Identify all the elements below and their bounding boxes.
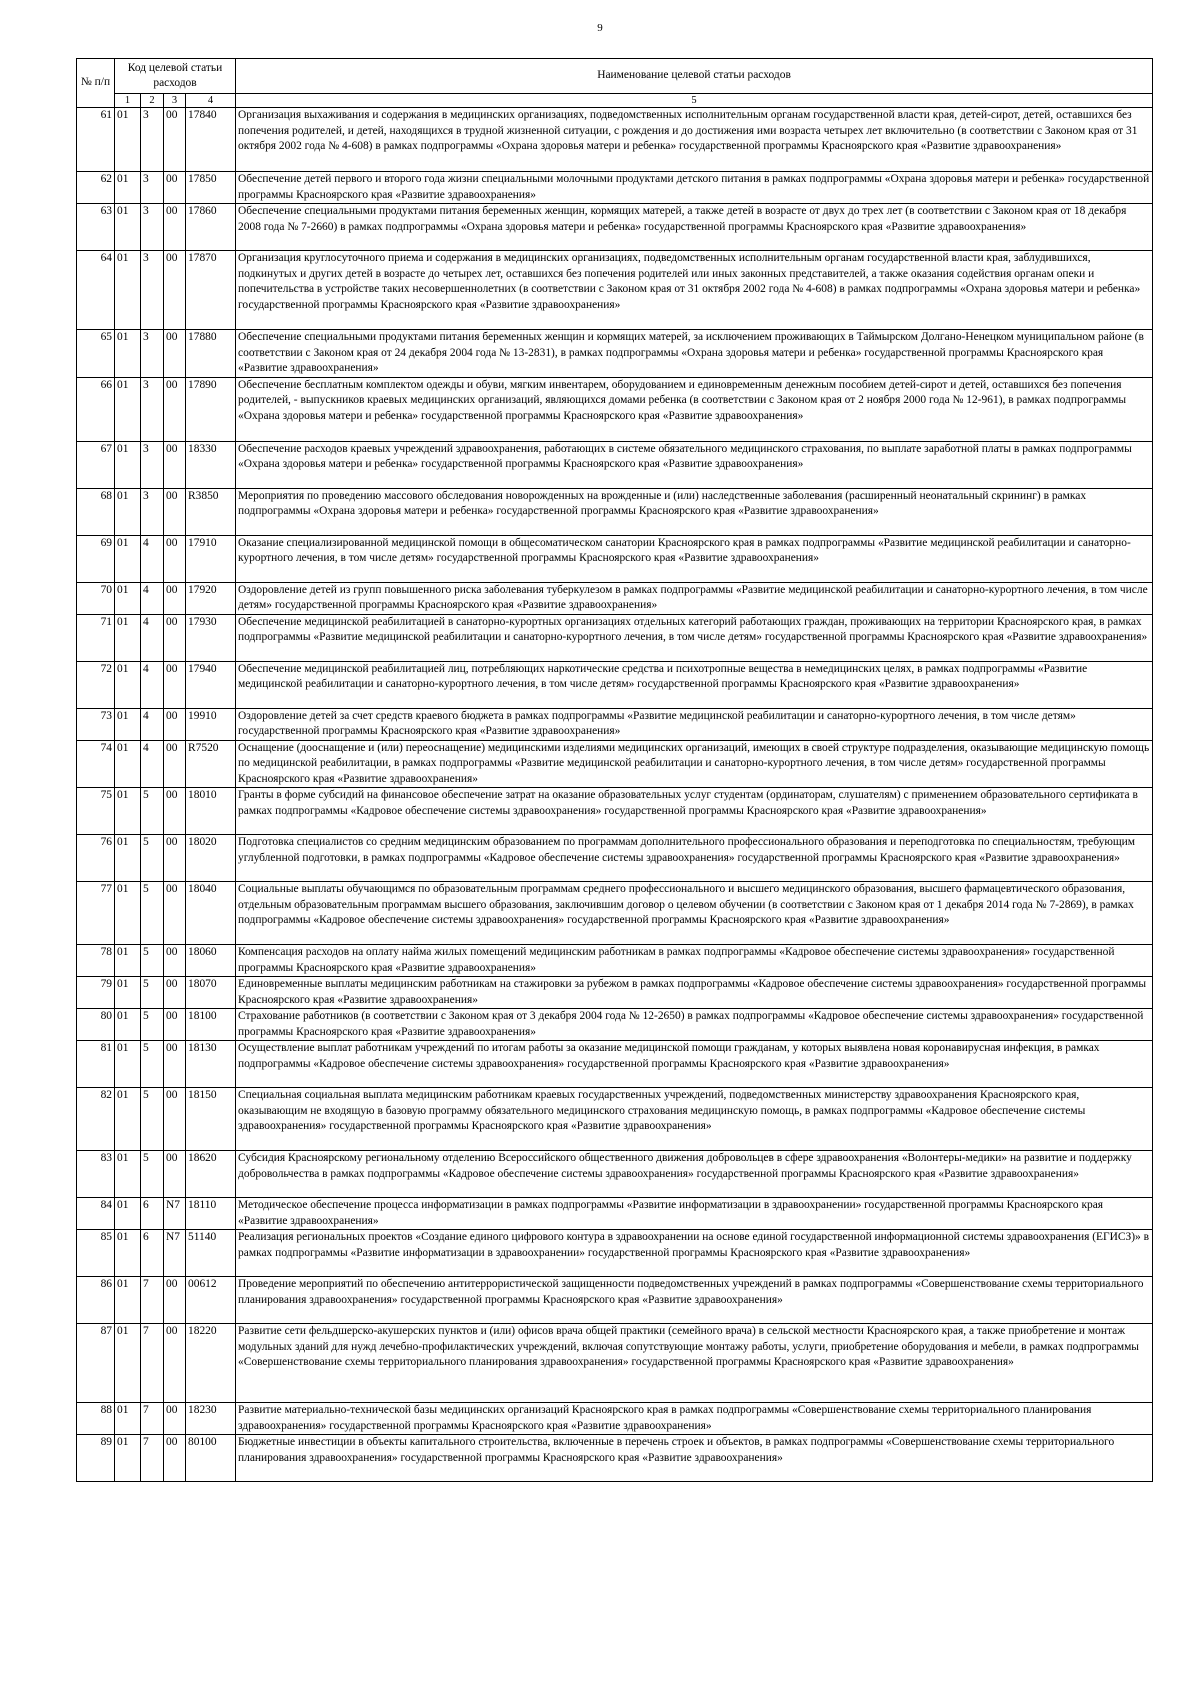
row-number: 67 xyxy=(77,441,115,488)
code-part-1: 01 xyxy=(115,835,141,882)
code-part-2: 4 xyxy=(141,535,164,582)
code-part-1: 01 xyxy=(115,1277,141,1324)
table-row xyxy=(77,1324,1153,1403)
code-part-4: 18330 xyxy=(186,441,236,488)
code-part-4: 18060 xyxy=(186,945,236,977)
code-part-2: 7 xyxy=(141,1324,164,1403)
code-part-1: 01 xyxy=(115,1435,141,1482)
header-name: Наименование целевой статьи расходов xyxy=(236,59,1153,94)
table-row xyxy=(77,1403,1153,1435)
code-part-2: 3 xyxy=(141,377,164,441)
code-part-1: 01 xyxy=(115,204,141,251)
code-part-2: 5 xyxy=(141,835,164,882)
code-part-3: 00 xyxy=(164,108,186,172)
code-part-4: 18010 xyxy=(186,788,236,835)
code-part-1: 01 xyxy=(115,882,141,945)
code-part-2: 3 xyxy=(141,330,164,378)
code-part-4: 17940 xyxy=(186,661,236,708)
expense-item-name: Обеспечение специальными продуктами питания беременных женщин и кормящих матерей, за исключением проживающих в Таймырском Долгано-Ненецком муниципальном районе (в соответствии с Законом края от 24 декабря 2004 года № 13-2831), в рамках подпрограммы «Охрана здоровья матери и ребенка» государственной программы Красноярского края «Развитие здравоохранения» xyxy=(236,330,1153,378)
code-part-4: 17880 xyxy=(186,330,236,378)
table-row xyxy=(77,977,1153,1009)
row-number: 63 xyxy=(77,204,115,251)
table-row xyxy=(77,441,1153,488)
expense-item-name: Обеспечение медицинской реабилитацией лиц, потребляющих наркотические средства и психотропные вещества в немедицинских целях, в рамках подпрограммы «Развитие медицинской реабилитации и санаторно-курортного лечения, в том числе детям» государственной программы Красноярского края «Развитие здравоохранения» xyxy=(236,661,1153,708)
row-number: 75 xyxy=(77,788,115,835)
code-part-3: N7 xyxy=(164,1230,186,1277)
code-part-3: 00 xyxy=(164,535,186,582)
table-row xyxy=(77,108,1153,172)
code-part-2: 5 xyxy=(141,1009,164,1041)
expense-item-name: Гранты в форме субсидий на финансовое обеспечение затрат на оказание образовательных услуг студентам (ординаторам, слушателям) с применением образовательного сертификата в рамках подпрограммы «Кадровое обеспечение системы здравоохранения» государственной программы Красноярского края «Развитие здравоохранения» xyxy=(236,788,1153,835)
expense-item-name: Страхование работников (в соответствии с Законом края от 3 декабря 2004 года № 12-2650) в рамках подпрограммы «Кадровое обеспечение системы здравоохранения» государственной программы Красноярского края «Развитие здравоохранения» xyxy=(236,1009,1153,1041)
code-part-3: 00 xyxy=(164,1277,186,1324)
code-part-3: 00 xyxy=(164,788,186,835)
expense-item-name: Оказание специализированной медицинской помощи в общесоматическом санатории Красноярского края в рамках подпрограммы «Развитие медицинской реабилитации и санаторно-курортного лечения, в том числе детям» государственной программы Красноярского края «Развитие здравоохранения» xyxy=(236,535,1153,582)
row-number: 61 xyxy=(77,108,115,172)
expense-item-name: Обеспечение медицинской реабилитацией в санаторно-курортных организациях отдельных категорий работающих граждан, проживающих на территории Красноярского края, в рамках подпрограммы «Развитие медицинской реабилитации и санаторно-курортного лечения, в том числе детям» государственной программы Красноярского края «Развитие здравоохранения» xyxy=(236,614,1153,661)
table-row xyxy=(77,1151,1153,1198)
code-part-3: 00 xyxy=(164,377,186,441)
code-part-4: 18150 xyxy=(186,1088,236,1151)
code-part-4: 18100 xyxy=(186,1009,236,1041)
row-number: 84 xyxy=(77,1198,115,1230)
table-row xyxy=(77,740,1153,788)
code-part-1: 01 xyxy=(115,488,141,535)
code-part-1: 01 xyxy=(115,535,141,582)
table-row xyxy=(77,1277,1153,1324)
row-number: 72 xyxy=(77,661,115,708)
code-part-2: 5 xyxy=(141,788,164,835)
code-part-4: 00612 xyxy=(186,1277,236,1324)
code-part-4: 18020 xyxy=(186,835,236,882)
expense-item-name: Единовременные выплаты медицинским работникам на стажировки за рубежом в рамках подпрограммы «Кадровое обеспечение системы здравоохранения» государственной программы Красноярского края «Развитие здравоохранения» xyxy=(236,977,1153,1009)
row-number: 88 xyxy=(77,1403,115,1435)
code-part-2: 4 xyxy=(141,582,164,614)
code-part-1: 01 xyxy=(115,788,141,835)
code-part-2: 6 xyxy=(141,1230,164,1277)
code-part-2: 4 xyxy=(141,740,164,788)
table-row xyxy=(77,172,1153,204)
code-part-3: 00 xyxy=(164,945,186,977)
code-part-1: 01 xyxy=(115,740,141,788)
code-part-2: 3 xyxy=(141,108,164,172)
code-part-4: 18040 xyxy=(186,882,236,945)
expense-item-name: Оздоровление детей из групп повышенного риска заболевания туберкулезом в рамках подпрограммы «Развитие медицинской реабилитации и санаторно-курортного лечения, в том числе детям» государственной программы Красноярского края «Развитие здравоохранения» xyxy=(236,582,1153,614)
row-number: 76 xyxy=(77,835,115,882)
row-number: 64 xyxy=(77,251,115,330)
row-number: 69 xyxy=(77,535,115,582)
code-part-4: 18070 xyxy=(186,977,236,1009)
subheader-1: 1 xyxy=(115,94,141,108)
code-part-1: 01 xyxy=(115,108,141,172)
code-part-1: 01 xyxy=(115,1151,141,1198)
row-number: 68 xyxy=(77,488,115,535)
expense-item-name: Обеспечение бесплатным комплектом одежды и обуви, мягким инвентарем, оборудованием и единовременным денежным пособием детей-сирот и детей, оставшихся без попечения родителей, - выпускников краевых медицинских организаций, являющихся домами ребенка (в соответствии с Законом края от 2 ноября 2000 года № 12-961), в рамках подпрограммы «Охрана здоровья матери и ребенка» государственной программы Красноярского края «Развитие здравоохранения» xyxy=(236,377,1153,441)
expense-item-name: Подготовка специалистов со средним медицинским образованием по программам дополнительного профессионального образования и переподготовка по специальностям, требующим углубленной подготовки, в рамках подпрограммы «Кадровое обеспечение системы здравоохранения» государственной программы Красноярского края «Развитие здравоохранения» xyxy=(236,835,1153,882)
code-part-3: 00 xyxy=(164,977,186,1009)
code-part-2: 3 xyxy=(141,441,164,488)
expense-item-name: Оздоровление детей за счет средств краевого бюджета в рамках подпрограммы «Развитие медицинской реабилитации и санаторно-курортного лечения, в том числе детям» государственной программы Красноярского края «Развитие здравоохранения» xyxy=(236,708,1153,740)
subheader-3: 3 xyxy=(164,94,186,108)
row-number: 86 xyxy=(77,1277,115,1324)
budget-table xyxy=(76,58,1153,1482)
code-part-3: 00 xyxy=(164,488,186,535)
table-row xyxy=(77,1435,1153,1482)
code-part-3: 00 xyxy=(164,1435,186,1482)
code-part-2: 4 xyxy=(141,708,164,740)
table-row xyxy=(77,1009,1153,1041)
code-part-3: 00 xyxy=(164,1041,186,1088)
table-row xyxy=(77,614,1153,661)
code-part-3: 00 xyxy=(164,582,186,614)
code-part-1: 01 xyxy=(115,708,141,740)
code-part-1: 01 xyxy=(115,251,141,330)
code-part-2: 3 xyxy=(141,204,164,251)
row-number: 87 xyxy=(77,1324,115,1403)
expense-item-name: Развитие сети фельдшерско-акушерских пунктов и (или) офисов врача общей практики (семейного врача) в сельской местности Красноярского края, а также приобретение и монтаж модульных зданий для нужд лечебно-профилактических учреждений, включая сопутствующие монтажу работы, услуги, приобретение оборудования и мебели, в рамках подпрограммы «Совершенствование схемы территориального планирования здравоохранения» государственной программы Красноярского края «Развитие здравоохранения» xyxy=(236,1324,1153,1403)
code-part-3: 00 xyxy=(164,441,186,488)
code-part-1: 01 xyxy=(115,977,141,1009)
code-part-2: 4 xyxy=(141,614,164,661)
code-part-3: 00 xyxy=(164,1009,186,1041)
row-number: 65 xyxy=(77,330,115,378)
code-part-3: 00 xyxy=(164,614,186,661)
code-part-3: 00 xyxy=(164,204,186,251)
expense-item-name: Организация выхаживания и содержания в медицинских организациях, подведомственных исполнительным органам государственной власти края, детей-сирот, детей, оставшихся без попечения родителей, и детей, находящихся в трудной жизненной ситуации, с рождения и до достижения ими возраста четырех лет включительно (в соответствии с Законом края от 31 октября 2002 года № 4-608) в рамках подпрограммы «Охрана здоровья матери и ребенка» государственной программы Красноярского края «Развитие здравоохранения» xyxy=(236,108,1153,172)
table-row xyxy=(77,582,1153,614)
expense-item-name: Бюджетные инвестиции в объекты капитального строительства, включенные в перечень строек и объектов, в рамках подпрограммы «Совершенствование схемы территориального планирования здравоохранения» государственной программы Красноярского края «Развитие здравоохранения» xyxy=(236,1435,1153,1482)
row-number: 62 xyxy=(77,172,115,204)
code-part-1: 01 xyxy=(115,661,141,708)
expense-item-name: Обеспечение расходов краевых учреждений здравоохранения, работающих в системе обязательного медицинского страхования, по выплате заработной платы в рамках подпрограммы «Охрана здоровья матери и ребенка» государственной программы Красноярского края «Развитие здравоохранения» xyxy=(236,441,1153,488)
code-part-1: 01 xyxy=(115,582,141,614)
table-row xyxy=(77,708,1153,740)
code-part-2: 5 xyxy=(141,1088,164,1151)
expense-item-name: Субсидия Красноярскому региональному отделению Всероссийского общественного движения добровольцев в сфере здравоохранения «Волонтеры-медики» на развитие и поддержку добровольчества в рамках подпрограммы «Кадровое обеспечение системы здравоохранения» государственной программы Красноярского края «Развитие здравоохранения» xyxy=(236,1151,1153,1198)
code-part-3: 00 xyxy=(164,708,186,740)
code-part-3: 00 xyxy=(164,661,186,708)
expense-item-name: Специальная социальная выплата медицинским работникам краевых государственных учреждений, подведомственных министерству здравоохранения Красноярского края, оказывающим не входящую в базовую программу обязательного медицинского страхования медицинскую помощь, в рамках подпрограммы «Кадровое обеспечение системы здравоохранения» государственной программы Красноярского края «Развитие здравоохранения» xyxy=(236,1088,1153,1151)
code-part-2: 3 xyxy=(141,172,164,204)
table-row xyxy=(77,204,1153,251)
row-number: 77 xyxy=(77,882,115,945)
row-number: 74 xyxy=(77,740,115,788)
code-part-4: 18220 xyxy=(186,1324,236,1403)
table-row xyxy=(77,535,1153,582)
row-number: 82 xyxy=(77,1088,115,1151)
code-part-2: 3 xyxy=(141,251,164,330)
table-row xyxy=(77,882,1153,945)
expense-item-name: Социальные выплаты обучающимся по образовательным программам среднего профессионального и высшего медицинского образования, высшего фармацевтического образования, отдельным образовательным программам высшего образования, заключившим договор о целевом обучении (в соответствии с Законом края от 1 декабря 2014 года № 7-2869), в рамках подпрограммы «Кадровое обеспечение системы здравоохранения» государственной программы Красноярского края «Развитие здравоохранения» xyxy=(236,882,1153,945)
expense-item-name: Методическое обеспечение процесса информатизации в рамках подпрограммы «Развитие информатизации в здравоохранении» государственной программы Красноярского края «Развитие здравоохранения» xyxy=(236,1198,1153,1230)
code-part-1: 01 xyxy=(115,1403,141,1435)
code-part-1: 01 xyxy=(115,1324,141,1403)
expense-item-name: Организация круглосуточного приема и содержания в медицинских организациях, подведомственных исполнительным органам государственной власти края, заблудившихся, подкинутых и других детей в возрасте до четырех лет, оставшихся без попечения родителей или иных законных представителей, а также оказания содействия органам опеки и попечительства в устройстве таких несовершеннолетних (в соответствии с Законом края от 31 октября 2002 года № 4-608) в рамках подпрограммы «Охрана здоровья матери и ребенка» государственной программы Красноярского края «Развитие здравоохранения» xyxy=(236,251,1153,330)
table-row xyxy=(77,835,1153,882)
expense-item-name: Оснащение (дооснащение и (или) переоснащение) медицинскими изделиями медицинских организаций, имеющих в своей структуре подразделения, оказывающие медицинскую помощь по медицинской реабилитации, в рамках подпрограммы «Развитие медицинской реабилитации и санаторно-курортного лечения, в том числе детям» государственной программы Красноярского края «Развитие здравоохранения» xyxy=(236,740,1153,788)
expense-item-name: Мероприятия по проведению массового обследования новорожденных на врожденные и (или) наследственные заболевания (расширенный неонатальный скрининг) в рамках подпрограммы «Охрана здоровья матери и ребенка» государственной программы Красноярского края «Развитие здравоохранения» xyxy=(236,488,1153,535)
subheader-5: 5 xyxy=(236,94,1153,108)
code-part-2: 5 xyxy=(141,1151,164,1198)
code-part-4: 18130 xyxy=(186,1041,236,1088)
table-row xyxy=(77,488,1153,535)
table-row xyxy=(77,788,1153,835)
code-part-1: 01 xyxy=(115,330,141,378)
code-part-4: R3850 xyxy=(186,488,236,535)
expense-item-name: Проведение мероприятий по обеспечению антитеррористической защищенности подведомственных учреждений в рамках подпрограммы «Совершенствование схемы территориального планирования здравоохранения» государственной программы Красноярского края «Развитие здравоохранения» xyxy=(236,1277,1153,1324)
code-part-1: 01 xyxy=(115,614,141,661)
code-part-4: 19910 xyxy=(186,708,236,740)
code-part-2: 5 xyxy=(141,1041,164,1088)
table-row xyxy=(77,945,1153,977)
table-row xyxy=(77,1198,1153,1230)
table-row xyxy=(77,1230,1153,1277)
row-number: 66 xyxy=(77,377,115,441)
code-part-3: 00 xyxy=(164,251,186,330)
page-number: 9 xyxy=(597,22,603,34)
code-part-4: 17840 xyxy=(186,108,236,172)
code-part-4: 17860 xyxy=(186,204,236,251)
code-part-3: 00 xyxy=(164,740,186,788)
code-part-3: 00 xyxy=(164,1151,186,1198)
row-number: 89 xyxy=(77,1435,115,1482)
row-number: 81 xyxy=(77,1041,115,1088)
code-part-3: 00 xyxy=(164,172,186,204)
subheader-2: 2 xyxy=(141,94,164,108)
code-part-1: 01 xyxy=(115,377,141,441)
table-row xyxy=(77,1088,1153,1151)
expense-item-name: Обеспечение специальными продуктами питания беременных женщин, кормящих матерей, а также детей в возрасте от двух до трех лет (в соответствии с Законом края от 18 декабря 2008 года № 7-2660) в рамках подпрограммы «Охрана здоровья матери и ребенка» государственной программы Красноярского края «Развитие здравоохранения» xyxy=(236,204,1153,251)
code-part-4: 17920 xyxy=(186,582,236,614)
code-part-1: 01 xyxy=(115,1230,141,1277)
code-part-3: 00 xyxy=(164,835,186,882)
table-row xyxy=(77,330,1153,378)
code-part-4: 80100 xyxy=(186,1435,236,1482)
code-part-1: 01 xyxy=(115,441,141,488)
code-part-4: 17930 xyxy=(186,614,236,661)
expense-item-name: Осуществление выплат работникам учреждений по итогам работы за оказание медицинской помощи гражданам, у которых выявлена новая коронавирусная инфекция, в рамках подпрограммы «Кадровое обеспечение системы здравоохранения» государственной программы Красноярского края «Развитие здравоохранения» xyxy=(236,1041,1153,1088)
code-part-4: 18110 xyxy=(186,1198,236,1230)
code-part-1: 01 xyxy=(115,172,141,204)
expense-item-name: Реализация региональных проектов «Создание единого цифрового контура в здравоохранении на основе единой государственной информационной системы здравоохранения (ЕГИСЗ)» в рамках подпрограммы «Развитие информатизации в здравоохранении» государственной программы Красноярского края «Развитие здравоохранения» xyxy=(236,1230,1153,1277)
expense-item-name: Обеспечение детей первого и второго года жизни специальными молочными продуктами детского питания в рамках подпрограммы «Охрана здоровья матери и ребенка» государственной программы Красноярского края «Развитие здравоохранения» xyxy=(236,172,1153,204)
code-part-4: R7520 xyxy=(186,740,236,788)
code-part-2: 4 xyxy=(141,661,164,708)
table-row xyxy=(77,377,1153,441)
row-number: 85 xyxy=(77,1230,115,1277)
row-number: 80 xyxy=(77,1009,115,1041)
code-part-3: 00 xyxy=(164,1324,186,1403)
code-part-1: 01 xyxy=(115,945,141,977)
code-part-3: N7 xyxy=(164,1198,186,1230)
row-number: 78 xyxy=(77,945,115,977)
code-part-1: 01 xyxy=(115,1198,141,1230)
code-part-3: 00 xyxy=(164,1088,186,1151)
table-body xyxy=(77,108,1153,1482)
code-part-2: 5 xyxy=(141,882,164,945)
code-part-2: 7 xyxy=(141,1277,164,1324)
expense-item-name: Развитие материально-технической базы медицинских организаций Красноярского края в рамках подпрограммы «Совершенствование схемы территориального планирования здравоохранения» государственной программы Красноярского края «Развитие здравоохранения» xyxy=(236,1403,1153,1435)
code-part-1: 01 xyxy=(115,1088,141,1151)
code-part-4: 51140 xyxy=(186,1230,236,1277)
code-part-1: 01 xyxy=(115,1009,141,1041)
table-row xyxy=(77,251,1153,330)
code-part-3: 00 xyxy=(164,330,186,378)
expense-item-name: Компенсация расходов на оплату найма жилых помещений медицинским работникам в рамках подпрограммы «Кадровое обеспечение системы здравоохранения» государственной программы Красноярского края «Развитие здравоохранения» xyxy=(236,945,1153,977)
code-part-2: 5 xyxy=(141,977,164,1009)
header-code: Код целевой статьи расходов xyxy=(115,59,236,94)
row-number: 79 xyxy=(77,977,115,1009)
header-num: № п/п xyxy=(77,59,115,108)
code-part-3: 00 xyxy=(164,882,186,945)
row-number: 71 xyxy=(77,614,115,661)
code-part-2: 7 xyxy=(141,1435,164,1482)
code-part-4: 17850 xyxy=(186,172,236,204)
code-part-3: 00 xyxy=(164,1403,186,1435)
code-part-4: 17870 xyxy=(186,251,236,330)
row-number: 70 xyxy=(77,582,115,614)
code-part-2: 7 xyxy=(141,1403,164,1435)
subheader-4: 4 xyxy=(186,94,236,108)
table-row xyxy=(77,661,1153,708)
code-part-2: 5 xyxy=(141,945,164,977)
code-part-4: 17890 xyxy=(186,377,236,441)
code-part-2: 6 xyxy=(141,1198,164,1230)
code-part-4: 18620 xyxy=(186,1151,236,1198)
code-part-1: 01 xyxy=(115,1041,141,1088)
table-row xyxy=(77,1041,1153,1088)
code-part-4: 17910 xyxy=(186,535,236,582)
row-number: 83 xyxy=(77,1151,115,1198)
code-part-2: 3 xyxy=(141,488,164,535)
row-number: 73 xyxy=(77,708,115,740)
code-part-4: 18230 xyxy=(186,1403,236,1435)
